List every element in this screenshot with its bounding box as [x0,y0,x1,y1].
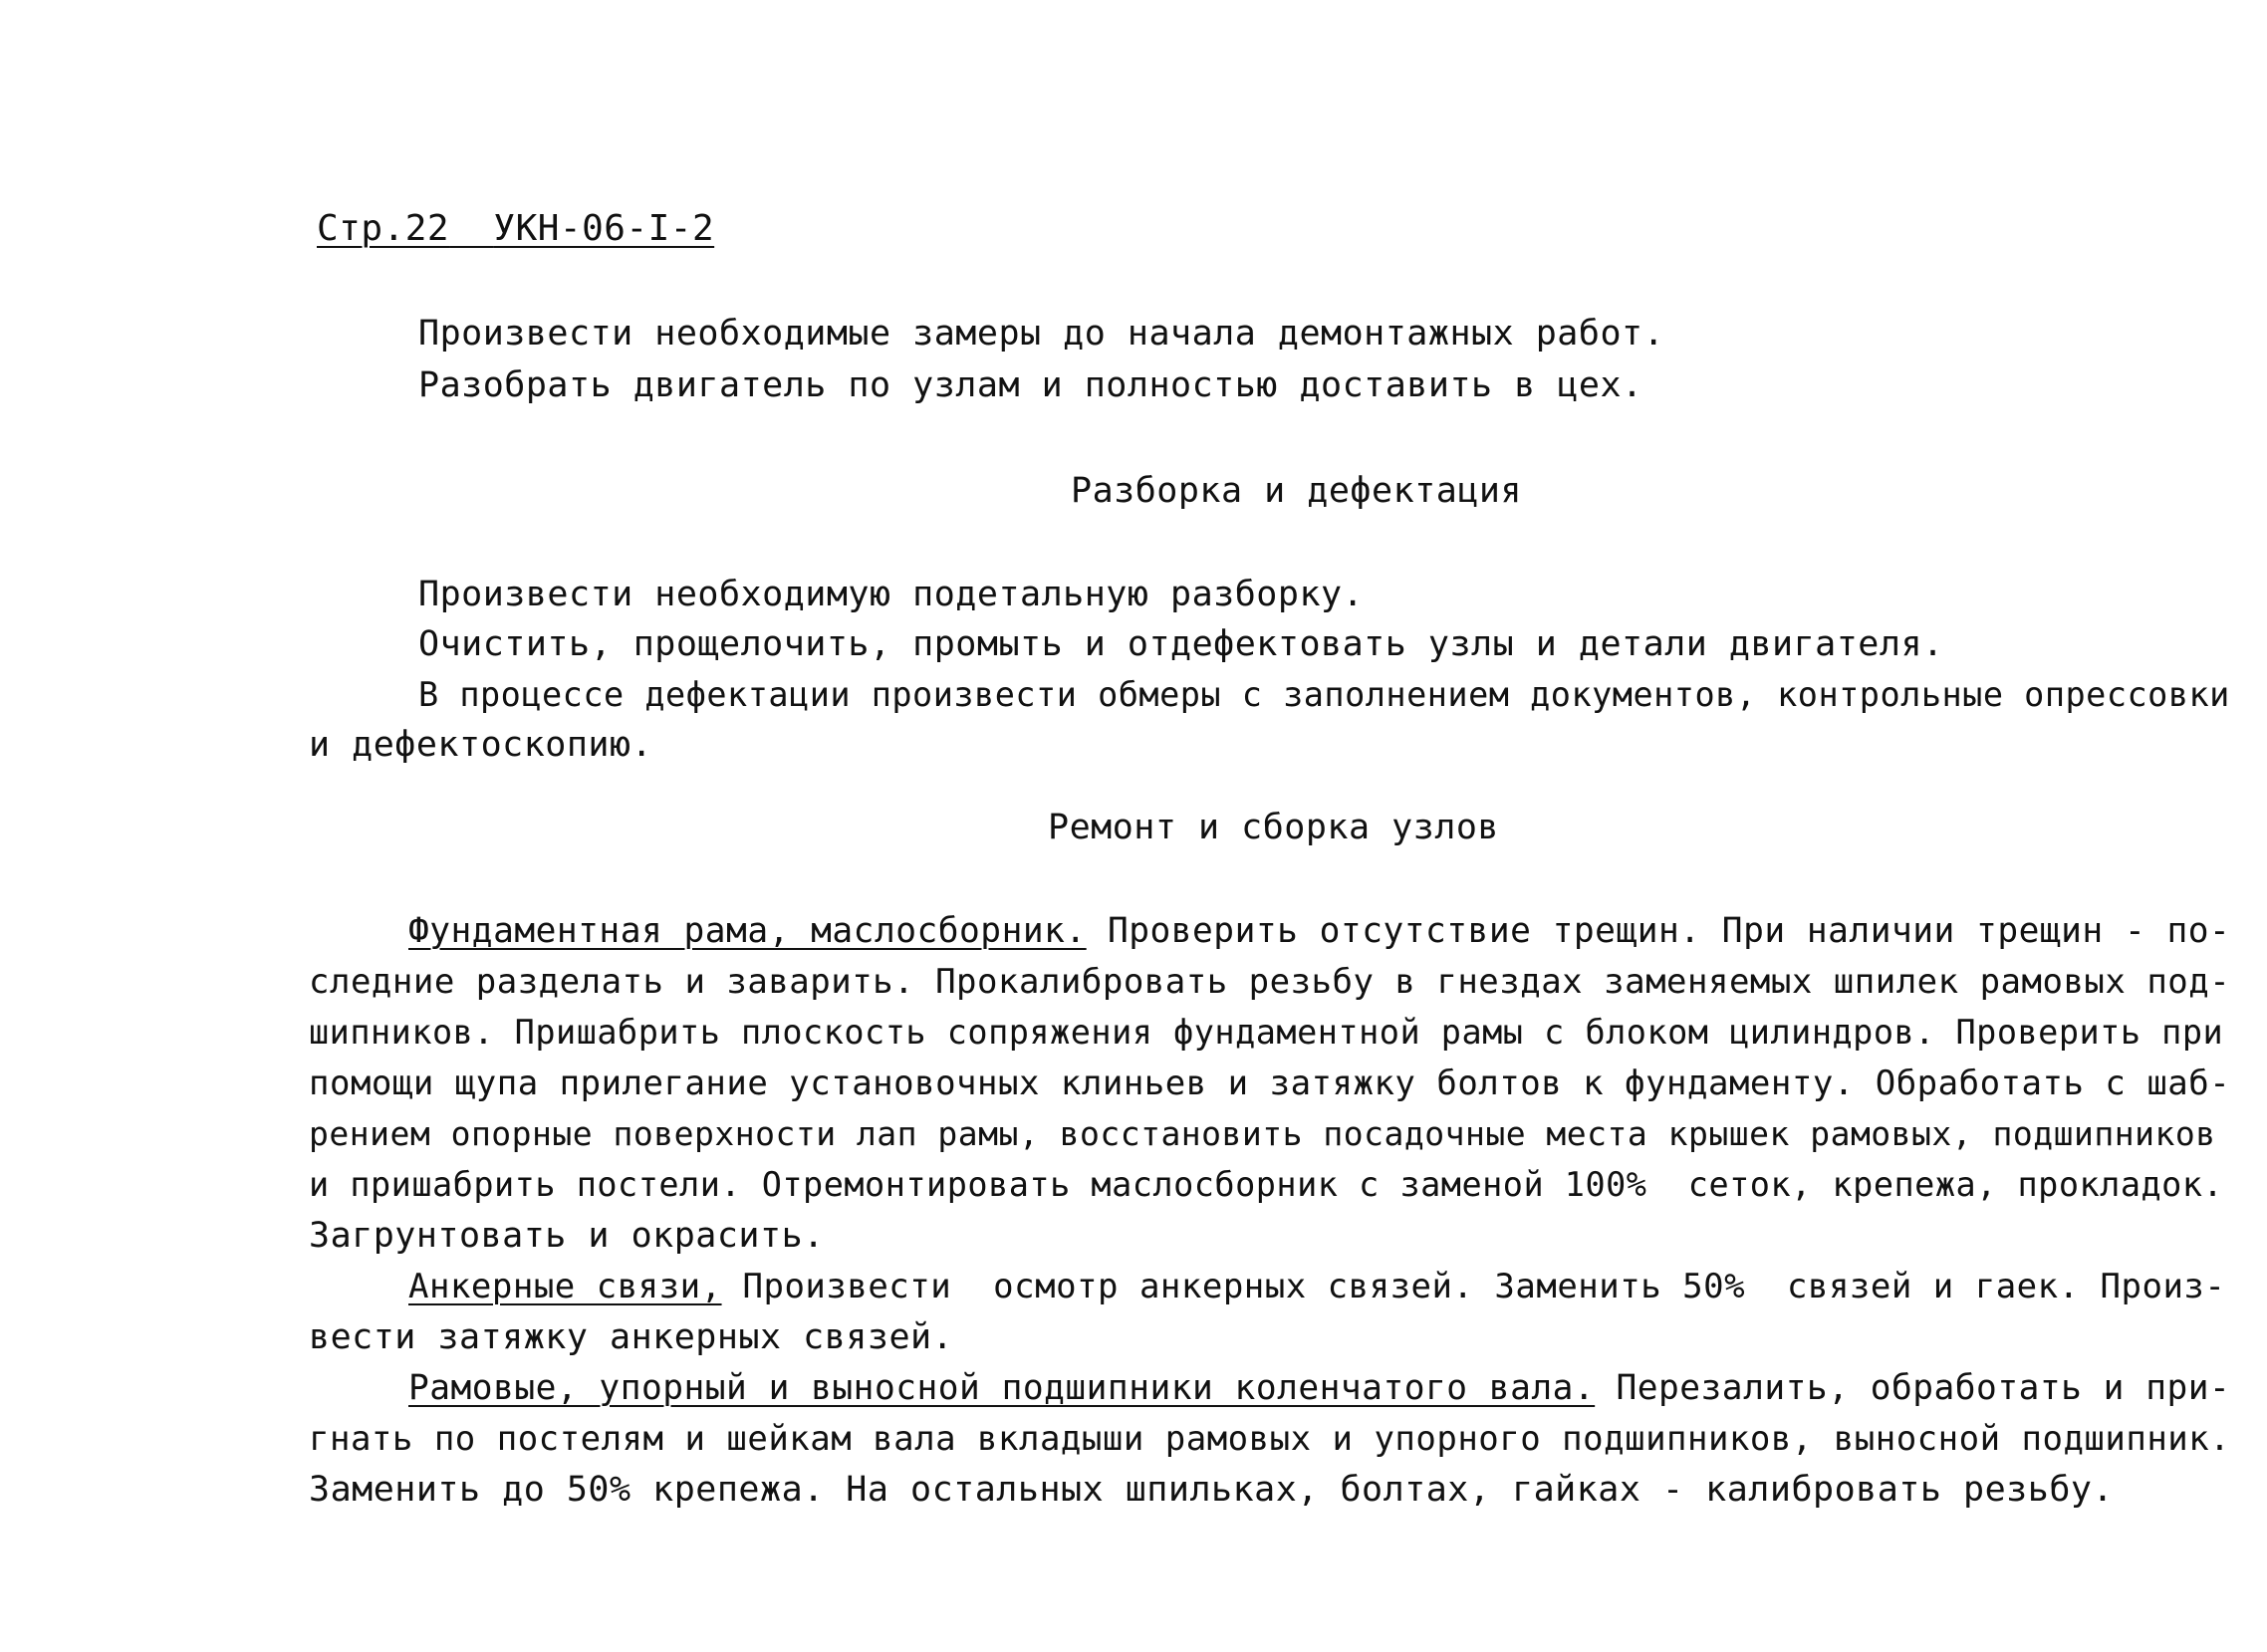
body-line: Загрунтовать и окрасить. [309,1216,825,1256]
body-line: помощи щупа прилегание установочных клиньев и затяжку болтов к фундаменту. Обработать с шаб- [309,1063,2231,1103]
paragraph-text: Произвести осмотр анкерных связей. Заменить 50% связей и гаек. Произ- [721,1267,2226,1306]
body-line: рением опорные поверхности лап рамы, восстановить посадочные места крышек рамовых, подшипников [309,1114,2216,1153]
section-title-repair: Ремонт и сборка узлов [1048,808,1500,847]
body-line: В процессе дефектации произвести обмеры с заполнением документов, контрольные опрессовки [418,675,2230,714]
paragraph-text: Проверить отсутствие трещин. При наличии трещин - по- [1086,911,2231,951]
body-line: и дефектоскопию. [309,725,653,765]
paragraph-first-line [408,1363,2230,1413]
paragraph-text: Перезалить, обработать и при- [1595,1368,2231,1408]
doc-code: УКН-06-I-2 [493,208,715,249]
intro-line: Произвести необходимые замеры до начала демонтажных работ. [418,314,1665,354]
intro-line: Разобрать двигатель по узлам и полностью доставить в цех. [418,365,1643,405]
body-line: гнать по постелям и шейкам вала вкладыши рамовых и упорного подшипников, выносной подшипник. [309,1419,2231,1459]
paragraph-heading: Фундаментная рама, маслосборник. [408,911,1087,951]
section-title-disassembly: Разборка и дефектация [1071,471,1523,511]
body-line: Произвести необходимую подетальную разборку. [418,575,1365,614]
body-line: шипников. Пришабрить плоскость сопряжения фундаментной рамы с блоком цилиндров. Проверить при [309,1013,2224,1052]
paragraph-first-line [408,906,2230,956]
page-ref: Стр.22 [317,208,450,249]
body-line: следние разделать и заварить. Прокалибровать резьбу в гнездах заменяемых шпилек рамовых под- [309,962,2231,1002]
paragraph-heading: Рамовые, упорный и выносной подшипники коленчатого вала. [408,1368,1596,1408]
paragraph-first-line [408,1262,2225,1311]
body-line: и пришабрить постели. Отремонтировать маслосборник с заменой 100% сеток, крепежа, прокладок. [309,1165,2224,1204]
body-line: вести затяжку анкерных связей. [309,1317,954,1357]
paragraph-heading: Анкерные связи, [408,1267,722,1306]
page-header [317,204,714,254]
body-line: Очистить, прощелочить, промыть и отдефектовать узлы и детали двигателя. [418,624,1944,664]
body-line: Заменить до 50% крепежа. На остальных шпильках, болтах, гайках - калибровать резьбу. [309,1470,2115,1510]
